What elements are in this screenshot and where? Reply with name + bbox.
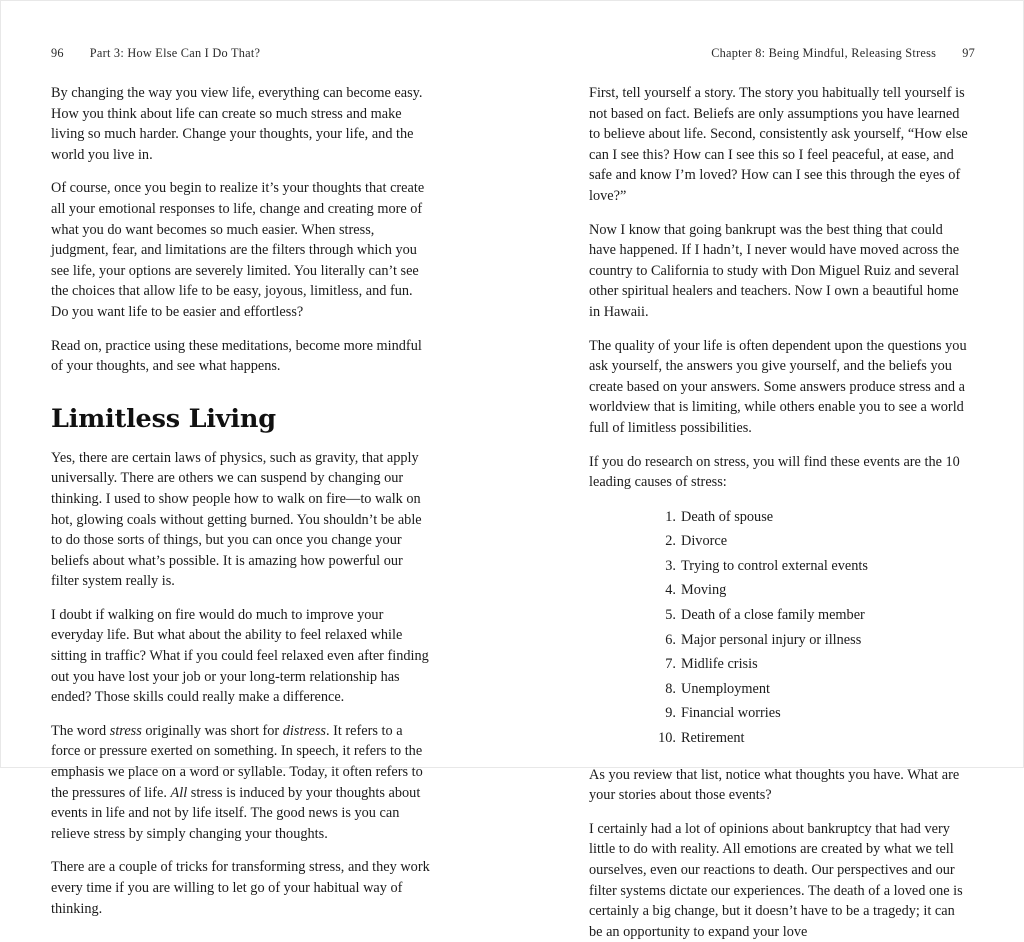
paragraph: Read on, practice using these meditations, become more mindful of your thoughts, and see what happens. (51, 337, 422, 375)
paragraph: First, tell yourself a story. The story you habitually tell yourself is not based on fact. Beliefs are only assumptions you have learned to believe about life. Second, consistently ask yourself, “How else can I see this? How can I see this so I feel peaceful, at ease, and safe and know I’m loved? How can I see this through the eyes of love?” (589, 85, 968, 204)
section-heading: Limitless Living (51, 403, 276, 434)
paragraph: Yes, there are certain laws of physics, such as gravity, that apply universally. There are others we can suspend by changing our thinking. I used to show people how to walk on fire—to walk on hot, glowing coals without getting burned. You shouldn’t be able to do those sorts of things, but you can once you change your beliefs about what’s possible. It is amazing how powerful our filter system really is. (51, 449, 422, 590)
text-run: . It refers to a force or pressure exerted on something. In speech, it refers to the emphasis we place on a word or syllable. Today, it often refers to the pressures of life. (51, 722, 423, 801)
paragraph: I certainly had a lot of opinions about bankruptcy that had very little to do with reality. All emotions are created by what we tell ourselves, even our reactions to death. Our perspectives and our filter systems dictate our experiences. The death of a loved one is certainly a big change, but it doesn’t have to be a tragedy; it can be an opportunity to expand your love (589, 820, 963, 940)
spread-columns (1, 83, 1023, 942)
text-run: originally was short for (141, 722, 283, 739)
list-item: Midlife crisis (681, 656, 758, 673)
text-run: stress is induced by your thoughts about events in life and not by life itself. The good news is you can relieve stress by simply changing your thoughts. (51, 784, 421, 842)
list-item: Unemployment (681, 680, 770, 697)
paragraph: Of course, once you begin to realize it’s your thoughts that create all your emotional responses to life, change and creating more of what you do want becomes so much easier. When stress, judgment, fear, and limitations are the filters through which you see life, your options are severely limited. You literally can’t see the choices that allow life to be easy, joyous, limitless, and fun. Do you want life to be easier and effortless? (51, 180, 425, 320)
list-item: Divorce (681, 533, 728, 550)
verso-page-column (51, 83, 431, 942)
paragraph: If you do research on stress, you will find these events are the 10 leading causes of stress: (589, 453, 960, 491)
list-item: Major personal injury or illness (681, 631, 862, 648)
list-item: Moving (681, 582, 727, 599)
page-number-recto: 97 (962, 46, 975, 60)
italic-term-all: All (170, 784, 188, 801)
paragraph: Now I know that going bankrupt was the best thing that could have happened. If I hadn’t, I never would have moved across the country to California to study with Don Miguel Ruiz and several other spiritual healers and teachers. Now I own a beautiful home in Hawaii. (589, 221, 960, 320)
paragraph: I doubt if walking on fire would do much to improve your everyday life. But what about the ability to feel relaxed while sitting in traffic? What if you could feel relaxed even after finding out you have lost your job or your long-term relationship has ended? Those skills could really make a difference. (51, 606, 429, 706)
text-run: The word (51, 722, 110, 739)
paragraph: By changing the way you view life, everything can become easy. How you think about life can create so much stress and make living so much harder. Change your thoughts, your life, and the world you live in. (51, 85, 423, 163)
italic-term-distress: distress (282, 722, 326, 739)
paragraph: There are a couple of tricks for transforming stress, and they work every time if you are willing to let go of your habitual way of thinking. (51, 859, 430, 917)
list-item: Death of spouse (681, 508, 774, 525)
list-item: Death of a close family member (681, 607, 865, 624)
running-head-recto (711, 46, 975, 66)
running-head-title-verso: Part 3: How Else Can I Do That? (89, 46, 261, 60)
running-head-title-recto: Chapter 8: Being Mindful, Releasing Stress (711, 46, 937, 60)
paragraph: As you review that list, notice what thoughts you have. What are your stories about those events? (589, 766, 960, 804)
recto-page-column (589, 83, 969, 942)
italic-term-stress: stress (109, 722, 142, 739)
list-item: Trying to control external events (681, 557, 868, 574)
list-item: Retirement (681, 730, 745, 747)
paragraph-with-italics (51, 721, 431, 845)
stress-causes-list (589, 507, 969, 749)
paragraph: The quality of your life is often dependent upon the questions you ask yourself, the answers you give yourself, and the beliefs you create based on your answers. Some answers produce stress and a worldview that is limiting, while others enable you to see a world full of limitless possibilities. (589, 337, 967, 436)
page-number-verso: 96 (51, 46, 64, 60)
running-head-verso (51, 46, 260, 66)
list-item: Financial worries (681, 705, 781, 722)
